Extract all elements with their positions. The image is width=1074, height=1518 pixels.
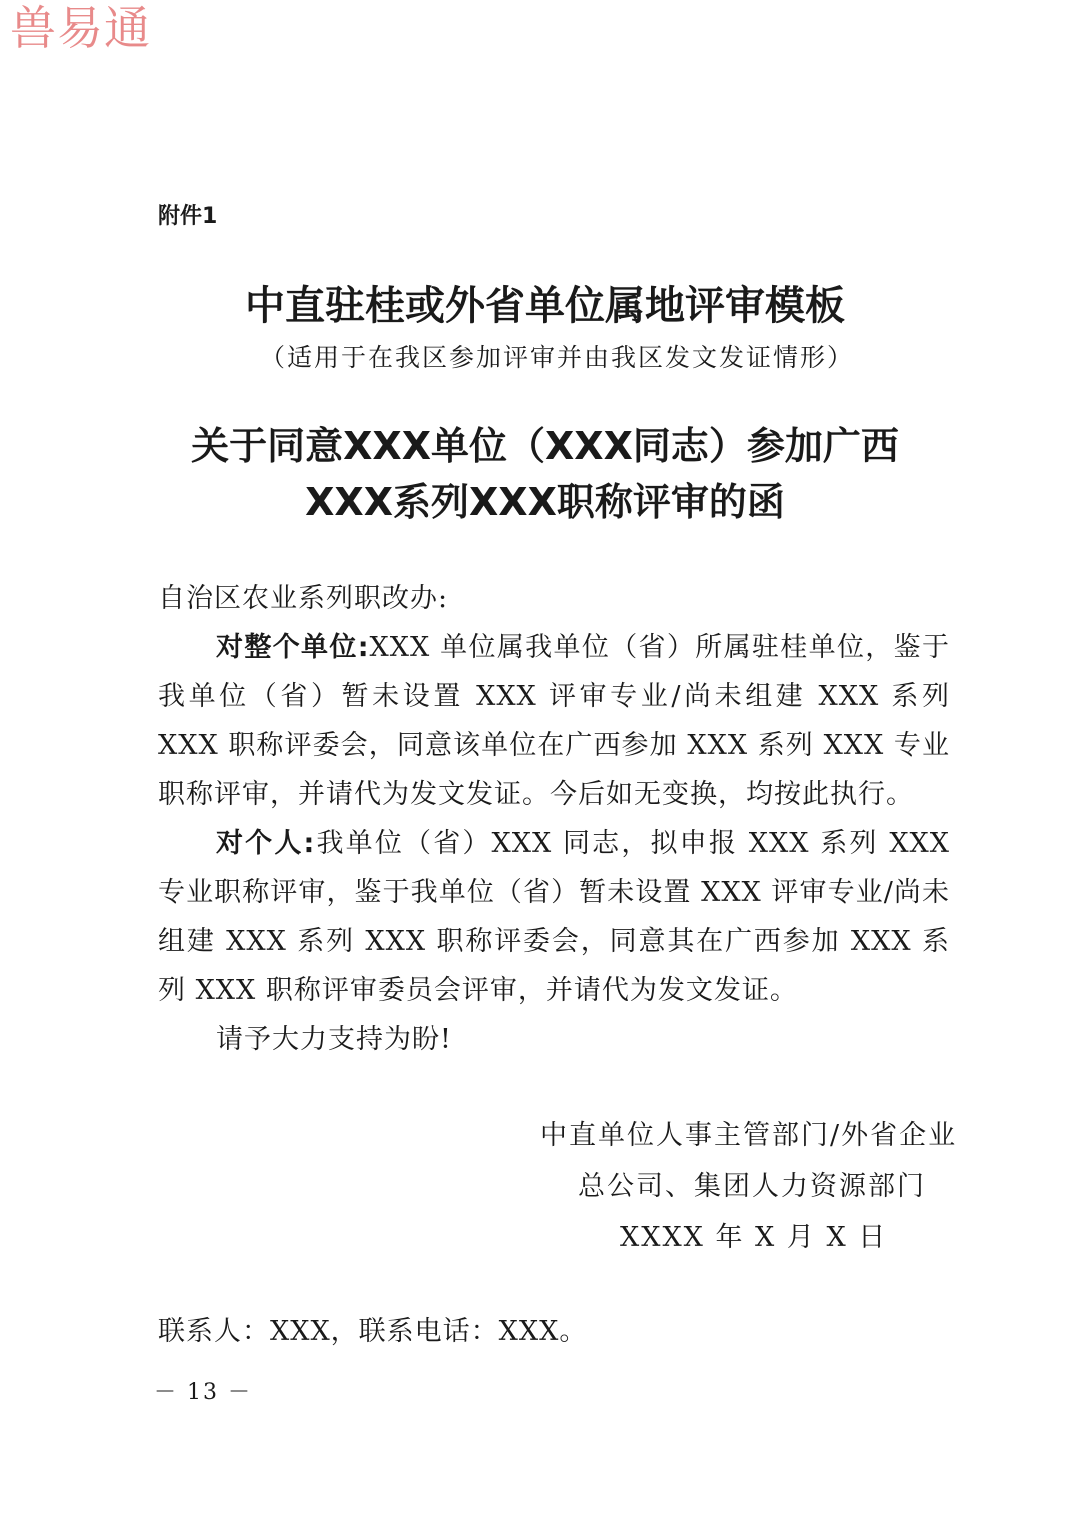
- letter-title: [0, 418, 1074, 530]
- document-title: 中直驻桂或外省单位属地评审模板: [245, 283, 845, 329]
- paragraph-unit-lead: 对整个单位:: [216, 632, 370, 663]
- salutation: 自治区农业系列职改办:: [158, 583, 449, 614]
- signature-line1: 中直单位人事主管部门/外省企业: [540, 1120, 958, 1151]
- signature-line2: 总公司、集团人力资源部门: [578, 1171, 926, 1202]
- letter-body: [158, 574, 950, 1064]
- letter-title-line2: XXX系列XXX职称评审的函: [305, 480, 785, 524]
- paragraph-individual-text: 我单位（省）XXX 同志，拟申报 XXX 系列 XXX 专业职称评审，鉴于我单位（省）暂未设置 XXX 评审专业/尚未组建 XXX 系列 XXX 职称评委会，同意其在广西参加 XXX 系列 XXX 职称评审委员会评审，并请代为发文发证。: [158, 828, 950, 1006]
- paragraph-individual-lead: 对个人:: [216, 828, 316, 859]
- paragraph-individual: [158, 819, 950, 1015]
- attachment-label: 附件1: [158, 204, 218, 229]
- page-number: － 13 －: [154, 1380, 252, 1405]
- watermark-text: 兽易通: [10, 1, 151, 55]
- paragraph-unit: [158, 623, 950, 819]
- closing-line: 请予大力支持为盼!: [216, 1024, 452, 1055]
- contact-info: 联系人：XXX，联系电话：XXX。: [158, 1316, 588, 1347]
- signature-block: [540, 1110, 958, 1263]
- letter-title-line1: 关于同意XXX单位（XXX同志）参加广西: [191, 424, 899, 468]
- signature-date: XXXX 年 X 月 X 日: [620, 1222, 888, 1253]
- document-subtitle: （适用于在我区参加评审并由我区发文发证情形）: [259, 343, 854, 372]
- paragraph-unit-text: XXX 单位属我单位（省）所属驻桂单位，鉴于我单位（省）暂未设置 XXX 评审专业/尚未组建 XXX 系列 XXX 职称评委会，同意该单位在广西参加 XXX 系列 XXX 专业职称评审，并请代为发文发证。今后如无变换，均按此执行。: [158, 632, 950, 810]
